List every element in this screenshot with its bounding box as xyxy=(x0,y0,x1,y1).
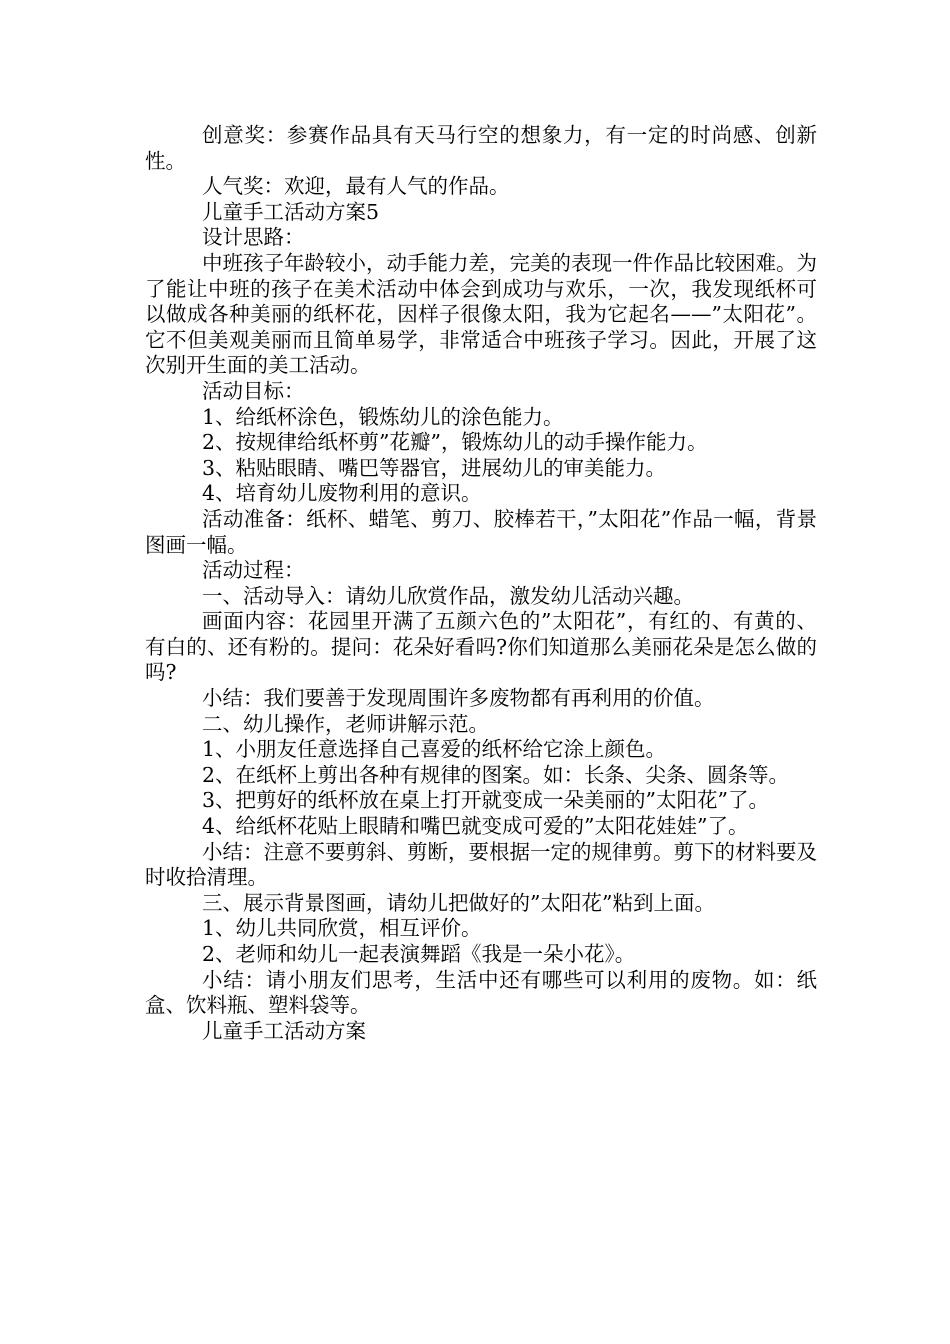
goal-item-2: 2、按规律给纸杯剪”花瓣”，锻炼幼儿的动手操作能力。 xyxy=(202,430,708,455)
paragraph-activity-preparation: 活动准备：纸杯、蜡笔、剪刀、胶棒若干，”太阳花”作品一幅，背景图画一幅。 xyxy=(145,506,817,557)
operation-item-3: 3、把剪好的纸杯放在桌上打开就变成一朵美丽的”太阳花”了。 xyxy=(202,788,770,813)
goal-item-3: 3、粘贴眼睛、嘴巴等器官，进展幼儿的审美能力。 xyxy=(202,455,667,480)
paragraph-award-creativity: 创意奖：参赛作品具有天马行空的想象力，有一定的时尚感、创新性。 xyxy=(145,123,817,173)
paragraph-summary-3: 小结：请小朋友们思考，生活中还有哪些可以利用的废物。如：纸盒、饮料瓶、塑料袋等。 xyxy=(145,967,817,1018)
goal-item-1: 1、给纸杯涂色，锻炼幼儿的涂色能力。 xyxy=(202,404,564,429)
section-title-plan: 儿童手工活动方案 xyxy=(202,1018,366,1043)
display-item-1: 1、幼儿共同欣赏，相互评价。 xyxy=(202,916,482,941)
paragraph-summary-1: 小结：我们要善于发现周围许多废物都有再利用的价值。 xyxy=(202,686,715,711)
heading-activity-process: 活动过程： xyxy=(202,558,305,583)
process-step-3: 三、展示背景图画，请幼儿把做好的”太阳花”粘到上面。 xyxy=(202,890,715,915)
process-step-1: 一、活动导入：请幼儿欣赏作品，激发幼儿活动兴趣。 xyxy=(202,583,694,608)
goal-item-4: 4、培育幼儿废物利用的意识。 xyxy=(202,481,482,506)
paragraph-design-idea: 中班孩子年龄较小，动手能力差，完美的表现一件作品比较困难。为了能让中班的孩子在美术活动中体会到成功与欢乐，一次，我发现纸杯可以做成各种美丽的纸杯花，因样子很像太阳，我为它起名——”太阳花”。它不但美观美丽而且简单易学，非常适合中班孩子学习。因此，开展了这次别开生面的美工活动。 xyxy=(145,250,817,378)
document-body xyxy=(145,123,817,1044)
operation-item-1: 1、小朋友任意选择自己喜爱的纸杯给它涂上颜色。 xyxy=(202,737,667,762)
operation-item-2: 2、在纸杯上剪出各种有规律的图案。如：长条、尖条、圆条等。 xyxy=(202,762,790,787)
paragraph-award-popularity: 人气奖：欢迎，最有人气的作品。 xyxy=(202,174,510,199)
paragraph-summary-2: 小结：注意不要剪斜、剪断，要根据一定的规律剪。剪下的材料要及时收拾清理。 xyxy=(145,839,817,890)
display-item-2: 2、老师和幼儿一起表演舞蹈《我是一朵小花》。 xyxy=(202,942,636,966)
heading-design-idea: 设计思路： xyxy=(202,225,305,250)
paragraph-picture-content: 画面内容：花园里开满了五颜六色的”太阳花”，有红的、有黄的、有白的、还有粉的。提问：花朵好看吗?你们知道那么美丽花朵是怎么做的吗? xyxy=(145,609,817,685)
operation-item-4: 4、给纸杯花贴上眼睛和嘴巴就变成可爱的”太阳花娃娃”了。 xyxy=(202,814,749,839)
heading-activity-goals: 活动目标： xyxy=(202,378,305,403)
process-step-2: 二、幼儿操作，老师讲解示范。 xyxy=(202,711,489,736)
section-title-plan-5: 儿童手工活动方案5 xyxy=(202,199,380,224)
